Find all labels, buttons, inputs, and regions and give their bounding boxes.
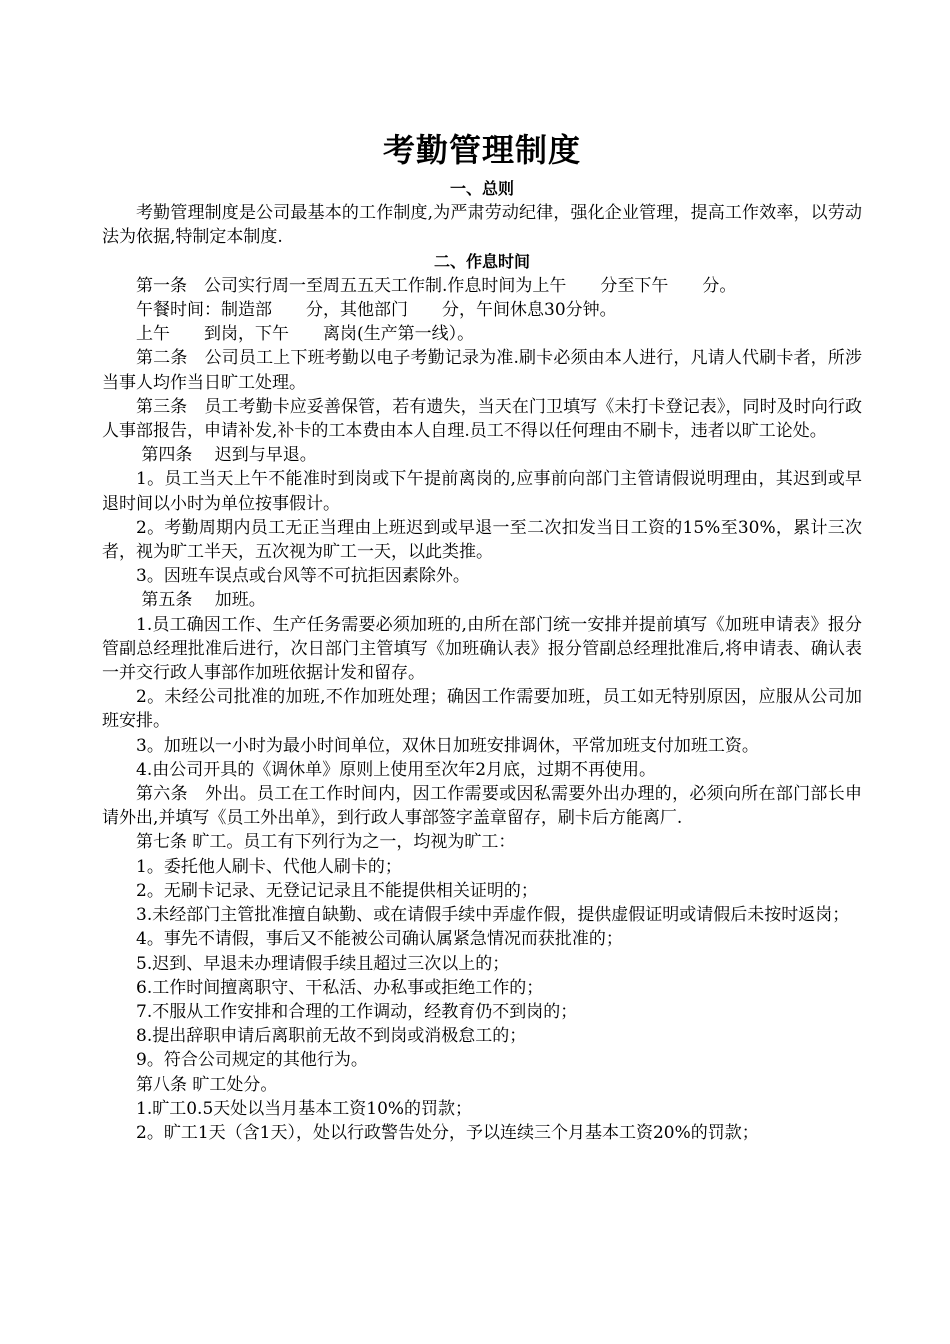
document-title: 考勤管理制度 — [382, 131, 581, 169]
list-item: 8.提出辞职申请后离职前无故不到岗或消极怠工的； — [136, 1026, 527, 1047]
paragraph-article-1: 第一条 公司实行周一至周五五天工作制.作息时间为上午 分至下午 分。 — [136, 275, 737, 296]
list-item: 4.由公司开具的《调休单》原则上使用至次年2月底，过期不再使用。 — [136, 759, 657, 780]
list-item: 1.旷工0.5天处以当月基本工资10%的罚款； — [136, 1098, 473, 1119]
document-page — [102, 127, 862, 1145]
list-item: 1。委托他人刷卡、代他人刷卡的； — [136, 856, 402, 877]
list-item: 2。考勤周期内员工无正当理由上班迟到或早退一至二次扣发当日工资的15%至30%，累计三次者，视为旷工半天，五次视为旷工一天，以此类推。 — [102, 517, 862, 563]
list-item: 6.工作时间擅离职守、干私活、办私事或拒绝工作的； — [136, 977, 544, 998]
list-item: 2。未经公司批准的加班,不作加班处理；确因工作需要加班，员工如无特别原因，应服从公司加班安排。 — [102, 687, 862, 732]
paragraph-article-3: 第三条 员工考勤卡应妥善保管，若有遗失，当天在门卫填写《未打卡登记表》，同时及时向行政人事部报告，申请补发,补卡的工本费由本人自理.员工不得以任何理由不刷卡，违者以旷工论处。 — [102, 396, 862, 442]
paragraph-article-7: 第七条 旷工。员工有下列行为之一，均视为旷工： — [136, 832, 516, 853]
list-item: 2。旷工1天（含1天），处以行政警告处分，予以连续三个月基本工资20%的罚款； — [136, 1122, 759, 1143]
list-item: 5.迟到、早退未办理请假手续且超过三次以上的； — [136, 953, 510, 974]
paragraph-article-6: 第六条 外出。员工在工作时间内，因工作需要或因私需要外出办理的，必须向所在部门部长申请外出,并填写《员工外出单》，到行政人事部签字盖章留存，刷卡后方能离厂. — [102, 784, 862, 829]
paragraph-arrival-departure: 上午 到岗，下午 离岗(生产第一线）。 — [136, 324, 475, 345]
section-heading-general: 一、总则 — [449, 179, 514, 198]
list-item: 3.未经部门主管批准擅自缺勤、或在请假手续中弄虚作假，提供虚假证明或请假后未按时返岗； — [136, 905, 850, 926]
list-item: 3。加班以一小时为最小时间单位，双休日加班安排调休，平常加班支付加班工资。 — [136, 735, 759, 756]
list-item: 9。符合公司规定的其他行为。 — [136, 1050, 368, 1071]
list-item: 4。事先不请假，事后又不能被公司确认属紧急情况而获批准的； — [136, 929, 623, 950]
section-heading-work-hours: 二、作息时间 — [433, 251, 530, 271]
list-item: 3。因班车误点或台风等不可抗拒因素除外。 — [136, 566, 470, 587]
paragraph-article-2: 第二条 公司员工上下班考勤以电子考勤记录为准.刷卡必须由本人进行，凡请人代刷卡者，所涉当事人均作当日旷工处理。 — [102, 348, 862, 393]
paragraph-article-4: 第四条 迟到与早退。 — [136, 445, 317, 466]
list-item: 1。员工当天上午不能准时到岗或下午提前离岗的,应事前向部门主管请假说明理由，其迟到或早退时间以小时为单位按事假计。 — [102, 469, 862, 514]
list-item: 7.不服从工作安排和合理的工作调动，经教育仍不到岗的； — [136, 1001, 578, 1022]
paragraph-article-8: 第八条 旷工处分。 — [136, 1074, 278, 1095]
paragraph-intro: 考勤管理制度是公司最基本的工作制度,为严肃劳动纪律，强化企业管理，提高工作效率，以劳动法为依据,特制定本制度. — [102, 203, 862, 248]
paragraph-lunch-time: 午餐时间：制造部 分，其他部门 分，午间休息30分钟。 — [136, 300, 617, 321]
list-item: 2。无刷卡记录、无登记记录且不能提供相关证明的； — [136, 880, 538, 901]
list-item: 1.员工确因工作、生产任务需要必须加班的,由所在部门统一安排并提前填写《加班申请表》报分管副总经理批准后进行，次日部门主管填写《加班确认表》报分管副总经理批准后,将申请表、确认表一并交行政人事部作加班依据计发和留存。 — [102, 614, 862, 684]
paragraph-article-5: 第五条 加班。 — [136, 590, 266, 611]
